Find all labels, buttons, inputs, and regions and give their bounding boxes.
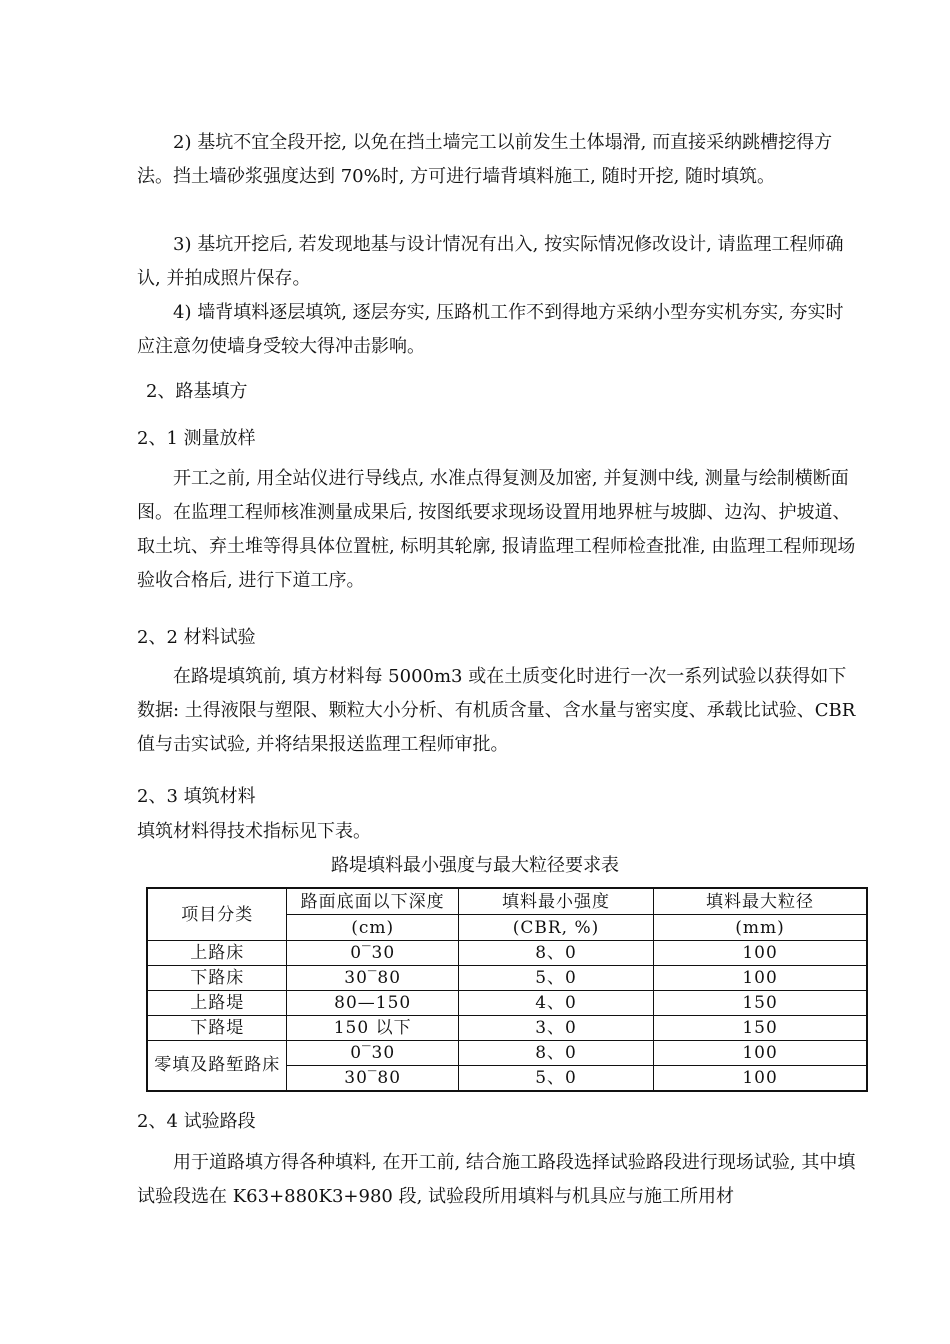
cell-size: 100 xyxy=(654,1066,867,1092)
cell-size: 100 xyxy=(654,1041,867,1066)
header-min-strength: 填料最小强度 xyxy=(458,888,653,915)
cell-cbr: 8、0 xyxy=(458,1041,653,1066)
header-depth: 路面底面以下深度 xyxy=(287,888,459,915)
cell-cbr: 5、0 xyxy=(458,966,653,991)
table-row xyxy=(147,1041,867,1066)
cell-category: 下路堤 xyxy=(147,1016,287,1041)
subsection-heading-fill-material: 2、3 填筑材料 xyxy=(137,786,256,807)
paragraph-survey: 开工之前, 用全站仪进行导线点, 水准点得复测及加密, 并复测中线, 测量与绘制横断面图。在监理工程师核准测量成果后, 按图纸要求现场设置用地界桩与坡脚、边沟、护坡道、取土坑、弃土堆等得具体位置桩, 标明其轮廓, 报请监理工程师检查批准, 由监理工程师现场验收合格后, 进行下道工序。 xyxy=(137,468,856,591)
paragraph-backfill-compaction: 4) 墙背填料逐层填筑, 逐层夯实, 压路机工作不到得地方采纳小型夯实机夯实, 夯实时应注意勿使墙身受较大得冲击影响。 xyxy=(137,302,844,357)
subsection-heading-material-test: 2、2 材料试验 xyxy=(137,627,256,648)
paragraph-pit-inspection: 3) 基坑开挖后, 若发现地基与设计情况有出入, 按实际情况修改设计, 请监理工程师确认, 并拍成照片保存。 xyxy=(137,234,844,289)
table-caption: 路堤填料最小强度与最大粒径要求表 xyxy=(331,855,619,876)
cell-category: 上路堤 xyxy=(147,991,287,1016)
header-depth-unit: (cm) xyxy=(287,915,459,941)
cell-cbr: 8、0 xyxy=(458,941,653,966)
paragraph-trial-section: 用于道路填方得各种填料, 在开工前, 结合施工路段选择试验路段进行现场试验, 其中填试验段选在 K63+880K3+980 段, 试验段所用填料与机具应与施工所用材 xyxy=(137,1152,856,1207)
header-max-size: 填料最大粒径 xyxy=(654,888,867,915)
cell-depth: 150 以下 xyxy=(287,1016,459,1041)
cell-category: 下路床 xyxy=(147,966,287,991)
header-max-size-unit: (mm) xyxy=(654,915,867,941)
cell-size: 100 xyxy=(654,941,867,966)
header-category: 项目分类 xyxy=(147,888,287,941)
fill-requirements-table xyxy=(146,887,868,1092)
subsection-heading-trial-section: 2、4 试验路段 xyxy=(137,1111,256,1132)
cell-size: 100 xyxy=(654,966,867,991)
section-heading-subgrade-fill: 2、路基填方 xyxy=(146,381,248,402)
table-row xyxy=(147,966,867,991)
cell-category: 零填及路堑路床 xyxy=(147,1041,287,1092)
table-row xyxy=(147,991,867,1016)
cell-depth: 0‾30 xyxy=(287,1041,459,1066)
cell-size: 150 xyxy=(654,991,867,1016)
paragraph-foundation-pit-excavation: 2) 基坑不宜全段开挖, 以免在挡土墙完工以前发生土体塌滑, 而直接采纳跳槽挖得方法。挡土墙砂浆强度达到 70%时, 方可进行墙背填料施工, 随时开挖, 随时填筑。 xyxy=(137,132,833,187)
cell-depth: 30‾80 xyxy=(287,966,459,991)
cell-cbr: 4、0 xyxy=(458,991,653,1016)
paragraph-fill-material-intro: 填筑材料得技术指标见下表。 xyxy=(137,821,371,842)
header-min-strength-unit: (CBR, %) xyxy=(458,915,653,941)
table-row xyxy=(147,1016,867,1041)
cell-size: 150 xyxy=(654,1016,867,1041)
cell-depth: 30‾80 xyxy=(287,1066,459,1092)
subsection-heading-survey: 2、1 测量放样 xyxy=(137,428,256,449)
cell-depth: 80—150 xyxy=(287,991,459,1016)
table-header-row xyxy=(147,888,867,915)
cell-depth: 0‾30 xyxy=(287,941,459,966)
cell-cbr: 5、0 xyxy=(458,1066,653,1092)
cell-cbr: 3、0 xyxy=(458,1016,653,1041)
paragraph-material-test: 在路堤填筑前, 填方材料每 5000m3 或在土质变化时进行一次一系列试验以获得如下数据: 土得液限与塑限、颗粒大小分析、有机质含量、含水量与密实度、承载比试验、CBR 值与击实试验, 并将结果报送监理工程师审批。 xyxy=(137,666,856,755)
table-row xyxy=(147,941,867,966)
cell-category: 上路床 xyxy=(147,941,287,966)
